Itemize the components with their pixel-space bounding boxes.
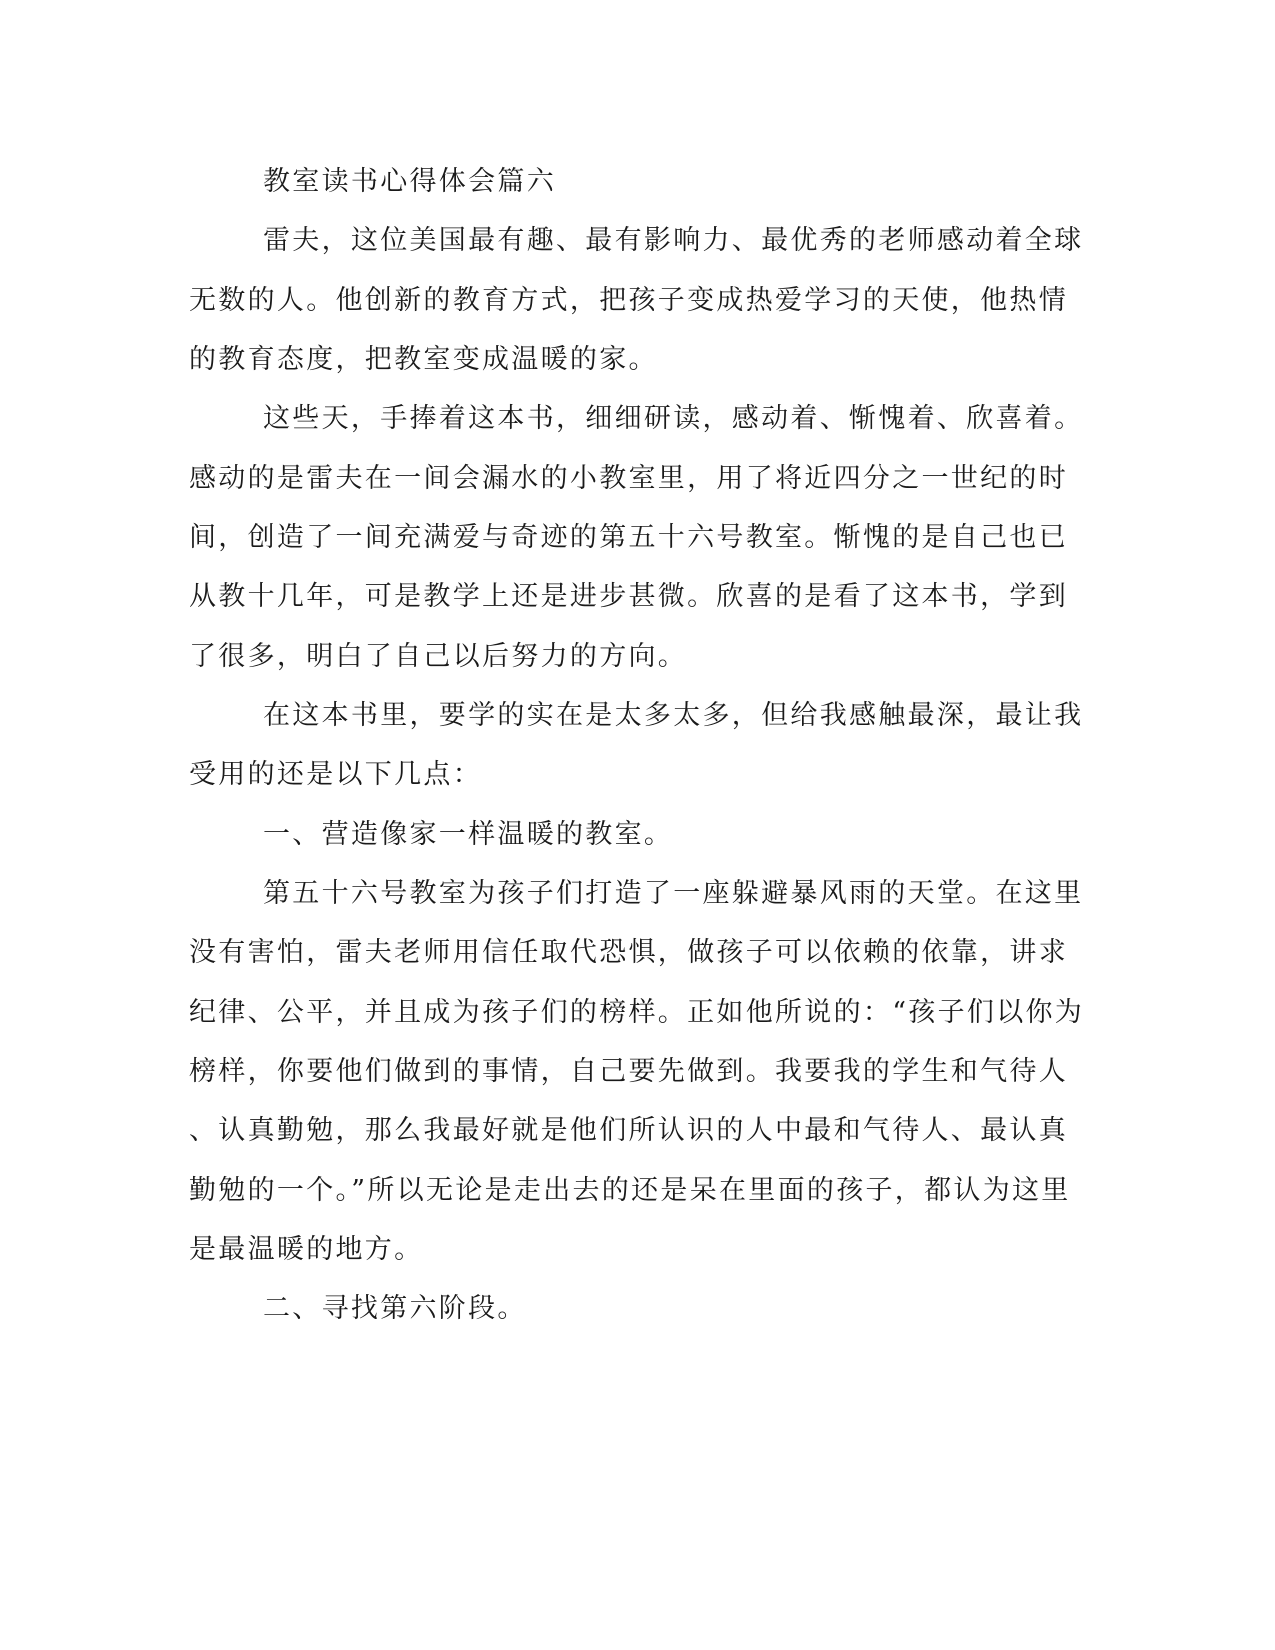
paragraph-line: 受用的还是以下几点： bbox=[189, 759, 482, 790]
paragraph-line: 无数的人。他创新的教育方式，把孩子变成热爱学习的天使，他热情 bbox=[189, 285, 1068, 316]
paragraph-line: 从教十几年，可是教学上还是进步甚微。欣喜的是看了这本书，学到 bbox=[189, 581, 1068, 612]
paragraph-line: 没有害怕，雷夫老师用信任取代恐惧，做孩子可以依赖的依靠，讲求 bbox=[189, 937, 1068, 968]
paragraph-line: 是最温暖的地方。 bbox=[189, 1234, 424, 1265]
paragraph-line: 第五十六号教室为孩子们打造了一座躲避暴风雨的天堂。在这里 bbox=[263, 878, 1084, 909]
paragraph-line: 勤勉的一个。”所以无论是走出去的还是呆在里面的孩子，都认为这里 bbox=[189, 1175, 1071, 1206]
paragraph-line: 在这本书里，要学的实在是太多太多，但给我感触最深，最让我 bbox=[263, 700, 1084, 731]
paragraph-line: 了很多，明白了自己以后努力的方向。 bbox=[189, 641, 688, 672]
section-heading: 二、寻找第六阶段。 bbox=[263, 1293, 527, 1324]
paragraph-line: 这些天，手捧着这本书，细细研读，感动着、惭愧着、欣喜着。 bbox=[263, 403, 1084, 434]
paragraph-line: 榜样，你要他们做到的事情，自己要先做到。我要我的学生和气待人 bbox=[189, 1056, 1068, 1087]
paragraph-line: 的教育态度，把教室变成温暖的家。 bbox=[189, 344, 658, 375]
document-title: 教室读书心得体会篇六 bbox=[263, 166, 556, 197]
paragraph-line: 雷夫，这位美国最有趣、最有影响力、最优秀的老师感动着全球 bbox=[263, 225, 1084, 256]
paragraph-line: 间，创造了一间充满爱与奇迹的第五十六号教室。惭愧的是自己也已 bbox=[189, 522, 1068, 553]
paragraph-line: 感动的是雷夫在一间会漏水的小教室里，用了将近四分之一世纪的时 bbox=[189, 463, 1068, 494]
section-heading: 一、营造像家一样温暖的教室。 bbox=[263, 819, 674, 850]
paragraph-line: 、认真勤勉，那么我最好就是他们所认识的人中最和气待人、最认真 bbox=[189, 1115, 1068, 1146]
paragraph-line: 纪律、公平，并且成为孩子们的榜样。正如他所说的：“孩子们以你为 bbox=[189, 997, 1085, 1028]
